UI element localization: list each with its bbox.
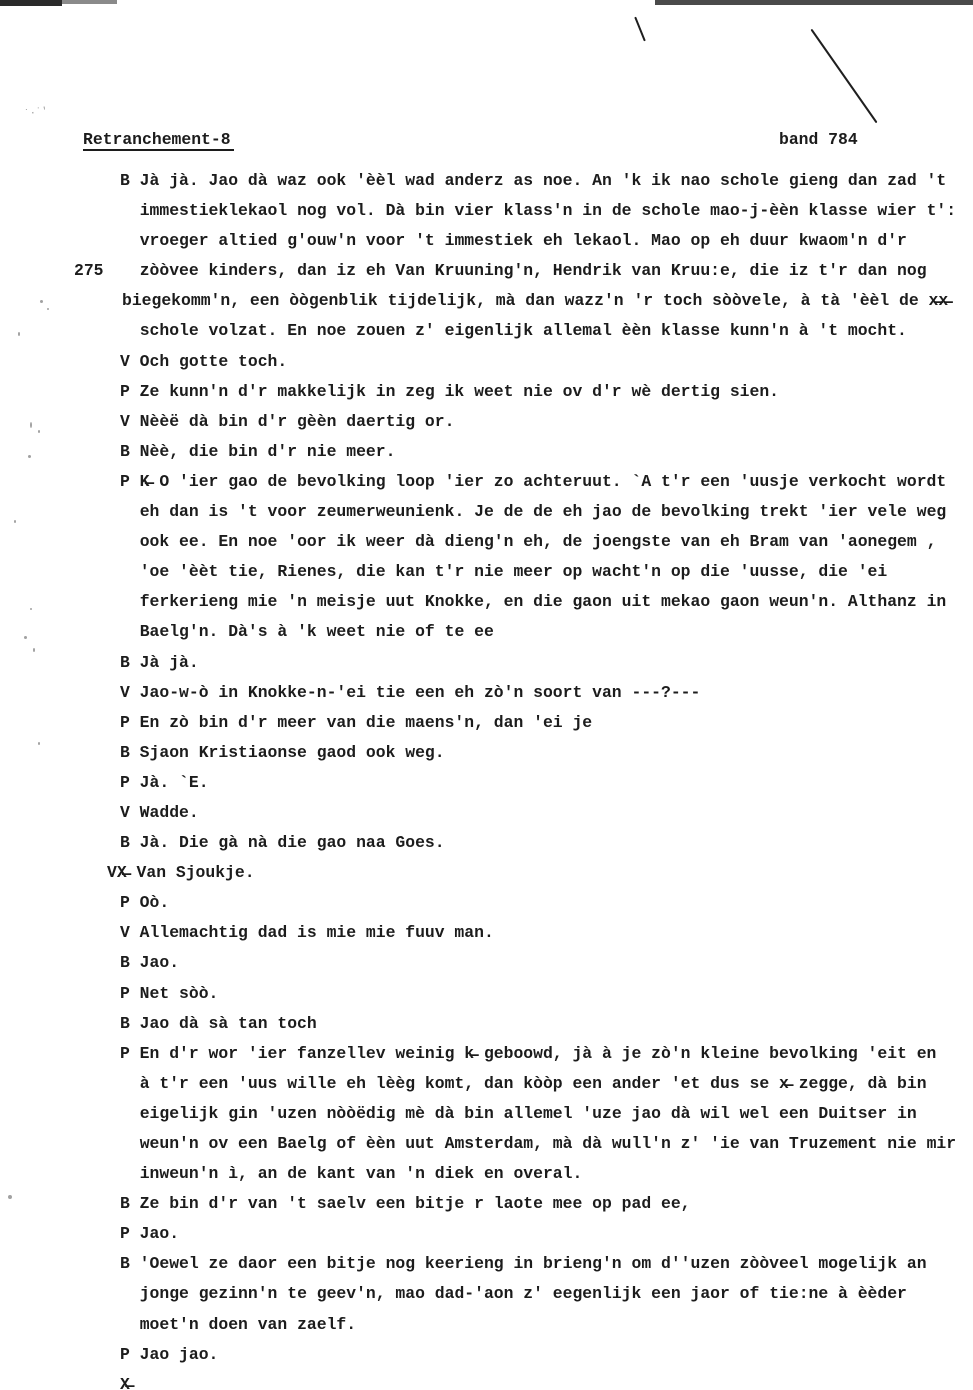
speaker-label: V xyxy=(120,923,130,943)
transcript-line: B Jao dà sà tan toch xyxy=(120,1013,317,1033)
ink-speckle xyxy=(18,332,20,336)
transcript-line: biegekomm'n, een òògenblik tijdelijk, mà dan wazz'n 'r toch sòòvele, à tà 'èèl de x̶x̶ xyxy=(122,291,949,311)
transcript-line: B 'Oewel ze daor een bitje nog keerieng in brieng'n om d''uzen zòòveel mogelijk an xyxy=(120,1254,927,1274)
speaker-label: X̶ xyxy=(120,1374,130,1390)
ink-speckle xyxy=(47,308,49,310)
transcript-line: B Jà jà. Jao dà waz ook 'èèl wad anderz as noe. An 'k ik nao schole gieng dan zad 't xyxy=(120,171,947,190)
ink-speckle xyxy=(14,520,16,523)
transcript-line: P Net sòò. xyxy=(120,983,219,1003)
speaker-label: B xyxy=(120,833,130,853)
pen-stroke-artifact xyxy=(634,17,646,42)
transcript-line: B Jao. xyxy=(120,953,180,973)
transcript-line: V Nèèë dà bin d'r gèèn daertig or. xyxy=(120,411,455,431)
transcript-line: inweun'n ì, an de kant van 'n diek en overal. xyxy=(139,1164,583,1184)
transcript-line: vroeger altied g'ouw'n voor 't immestiek eh lekaol. Mao op eh duur kwaom'n d'r xyxy=(139,231,907,251)
transcript-line: V Jao-w-ò in Knokke-n-'ei tie een eh zò'n soort van ---?--- xyxy=(120,682,701,702)
ink-speckle xyxy=(8,1195,12,1199)
page-header xyxy=(0,130,973,156)
transcript-line: schole volzat. En noe zouen z' eigenlijk allemal èèn klasse kunn'n à 't mocht. xyxy=(139,321,907,341)
speaker-label: B xyxy=(120,1013,130,1033)
speaker-label: P xyxy=(120,1043,130,1063)
transcript-line: V Och gotte toch. xyxy=(120,351,288,371)
ink-speckle xyxy=(40,300,43,303)
speaker-label: B xyxy=(120,652,130,672)
transcript-line: B Nèè, die bin d'r nie meer. xyxy=(120,441,396,461)
scan-edge-artifact xyxy=(62,0,117,4)
transcript-line: P Jao jao. xyxy=(120,1344,219,1364)
speaker-label: B xyxy=(120,742,130,762)
transcript-line: moet'n doen van zaelf. xyxy=(139,1314,357,1334)
speaker-label: B xyxy=(120,953,130,973)
transcript-line: weun'n ov een Baelg of èèn uut Amsterdam, mà dà wull'n z' 'ie van Truzement nie mir xyxy=(139,1134,957,1153)
ink-speckle xyxy=(33,648,35,652)
transcript-line: ook ee. En noe 'oor ik weer dà dieng'n eh, de joengste van eh Bram van 'aonegem , xyxy=(139,532,937,552)
speaker-label: P xyxy=(120,983,130,1003)
transcript-body xyxy=(74,166,973,1390)
speaker-label: P xyxy=(120,772,130,792)
transcript-line: Baelg'n. Dà's à 'k weet nie of te ee xyxy=(139,622,494,642)
ink-speckle xyxy=(28,455,31,458)
transcript-line: V Wadde. xyxy=(120,802,199,822)
speaker-label: P xyxy=(120,893,130,913)
speaker-label: B xyxy=(120,171,130,190)
ink-speckle xyxy=(38,430,40,433)
transcript-line: eh dan is 't voor zeumerweunienk. Je de de eh jao de bevolking trekt 'ier vele weg xyxy=(139,502,947,522)
speaker-label: V xyxy=(120,411,130,431)
speaker-label: P xyxy=(120,712,130,732)
speaker-label: P xyxy=(120,471,130,491)
speaker-label: V xyxy=(120,682,130,702)
transcript-line: P K̶ O 'ier gao de bevolking loop 'ier zo achteruut. `A t'r een 'uusje verkocht wordt xyxy=(120,471,947,491)
document-title: Retranchement-8 xyxy=(83,130,234,151)
transcript-line: jonge gezinn'n te geev'n, mao dad-'aon z' eegenlijk een jaor of tie:ne à èèder xyxy=(139,1284,907,1304)
pen-stroke-artifact xyxy=(810,29,877,124)
transcript-line xyxy=(120,1370,973,1390)
scan-edge-artifact xyxy=(655,0,973,5)
speaker-label: P xyxy=(120,381,130,401)
transcript-line: P Jao. xyxy=(120,1224,180,1244)
transcript-line: P Oò. xyxy=(120,893,170,913)
speaker-label: P xyxy=(120,1344,130,1364)
tape-band-number: band 784 xyxy=(779,130,858,149)
transcript-line: B Jà. Die gà nà die gao naa Goes. xyxy=(120,833,445,853)
speaker-label: V xyxy=(120,351,130,371)
transcript-line: VX̶ Van Sjoukje. xyxy=(107,863,255,883)
line-number: 275 xyxy=(74,261,104,281)
transcript-line: P En zò bin d'r meer van die maens'n, dan 'ei je xyxy=(120,712,593,732)
transcript-line: ferkerieng mie 'n meisje uut Knokke, en die gaon uit mekao gaon weun'n. Althanz in xyxy=(139,592,947,612)
ink-speckle xyxy=(24,636,27,639)
transcript-line: immestieklekaol nog vol. Dà bin vier klass'n in de schole mao-j-èèn klasse wier t': xyxy=(139,201,957,221)
pencil-mark: ˙·˙' xyxy=(23,106,49,121)
speaker-label: B xyxy=(120,1194,130,1214)
transcript-line: B Sjaon Kristiaonse gaod ook weg. xyxy=(120,742,445,762)
transcript-line: eigelijk gin 'uzen nòòëdig mè dà bin allemel 'uze jao dà wil wel een Duitser in xyxy=(139,1103,917,1123)
speaker-label: B xyxy=(120,441,130,461)
transcript-line: P Ze kunn'n d'r makkelijk in zeg ik weet nie ov d'r wè dertig sien. xyxy=(120,381,780,401)
scan-edge-artifact xyxy=(0,0,62,6)
speaker-label: VX̶ xyxy=(107,863,127,883)
ink-speckle xyxy=(38,742,40,745)
transcript-line: V Allemachtig dad is mie mie fuuv man. xyxy=(120,923,494,943)
transcript-line: B Jà jà. xyxy=(120,652,199,672)
speaker-label: P xyxy=(120,1224,130,1244)
transcript-line: P Jà. `E. xyxy=(120,772,209,792)
speaker-label: V xyxy=(120,802,130,822)
transcript-line: 'oe 'èèt tie, Rienes, die kan t'r nie meer op wacht'n op die 'uusse, die 'ei xyxy=(139,562,888,582)
ink-speckle xyxy=(30,422,32,428)
transcript-line: P En d'r wor 'ier fanzellev weinig k̶ geboowd, jà à je zò'n kleine bevolking 'eit en xyxy=(120,1043,937,1063)
transcript-line: B Ze bin d'r van 't saelv een bitje r laote mee op pad ee, xyxy=(120,1194,691,1214)
speaker-label: B xyxy=(120,1254,130,1274)
transcript-line: à t'r een 'uus wille eh lèèg komt, dan kòòp een ander 'et dus se x̶ zegge, dà bin xyxy=(139,1073,927,1093)
ink-speckle xyxy=(30,608,32,610)
transcript-line: 275 zòòvee kinders, dan iz eh Van Kruuning'n, Hendrik van Kruu:e, die iz t'r dan nog xyxy=(120,256,973,286)
